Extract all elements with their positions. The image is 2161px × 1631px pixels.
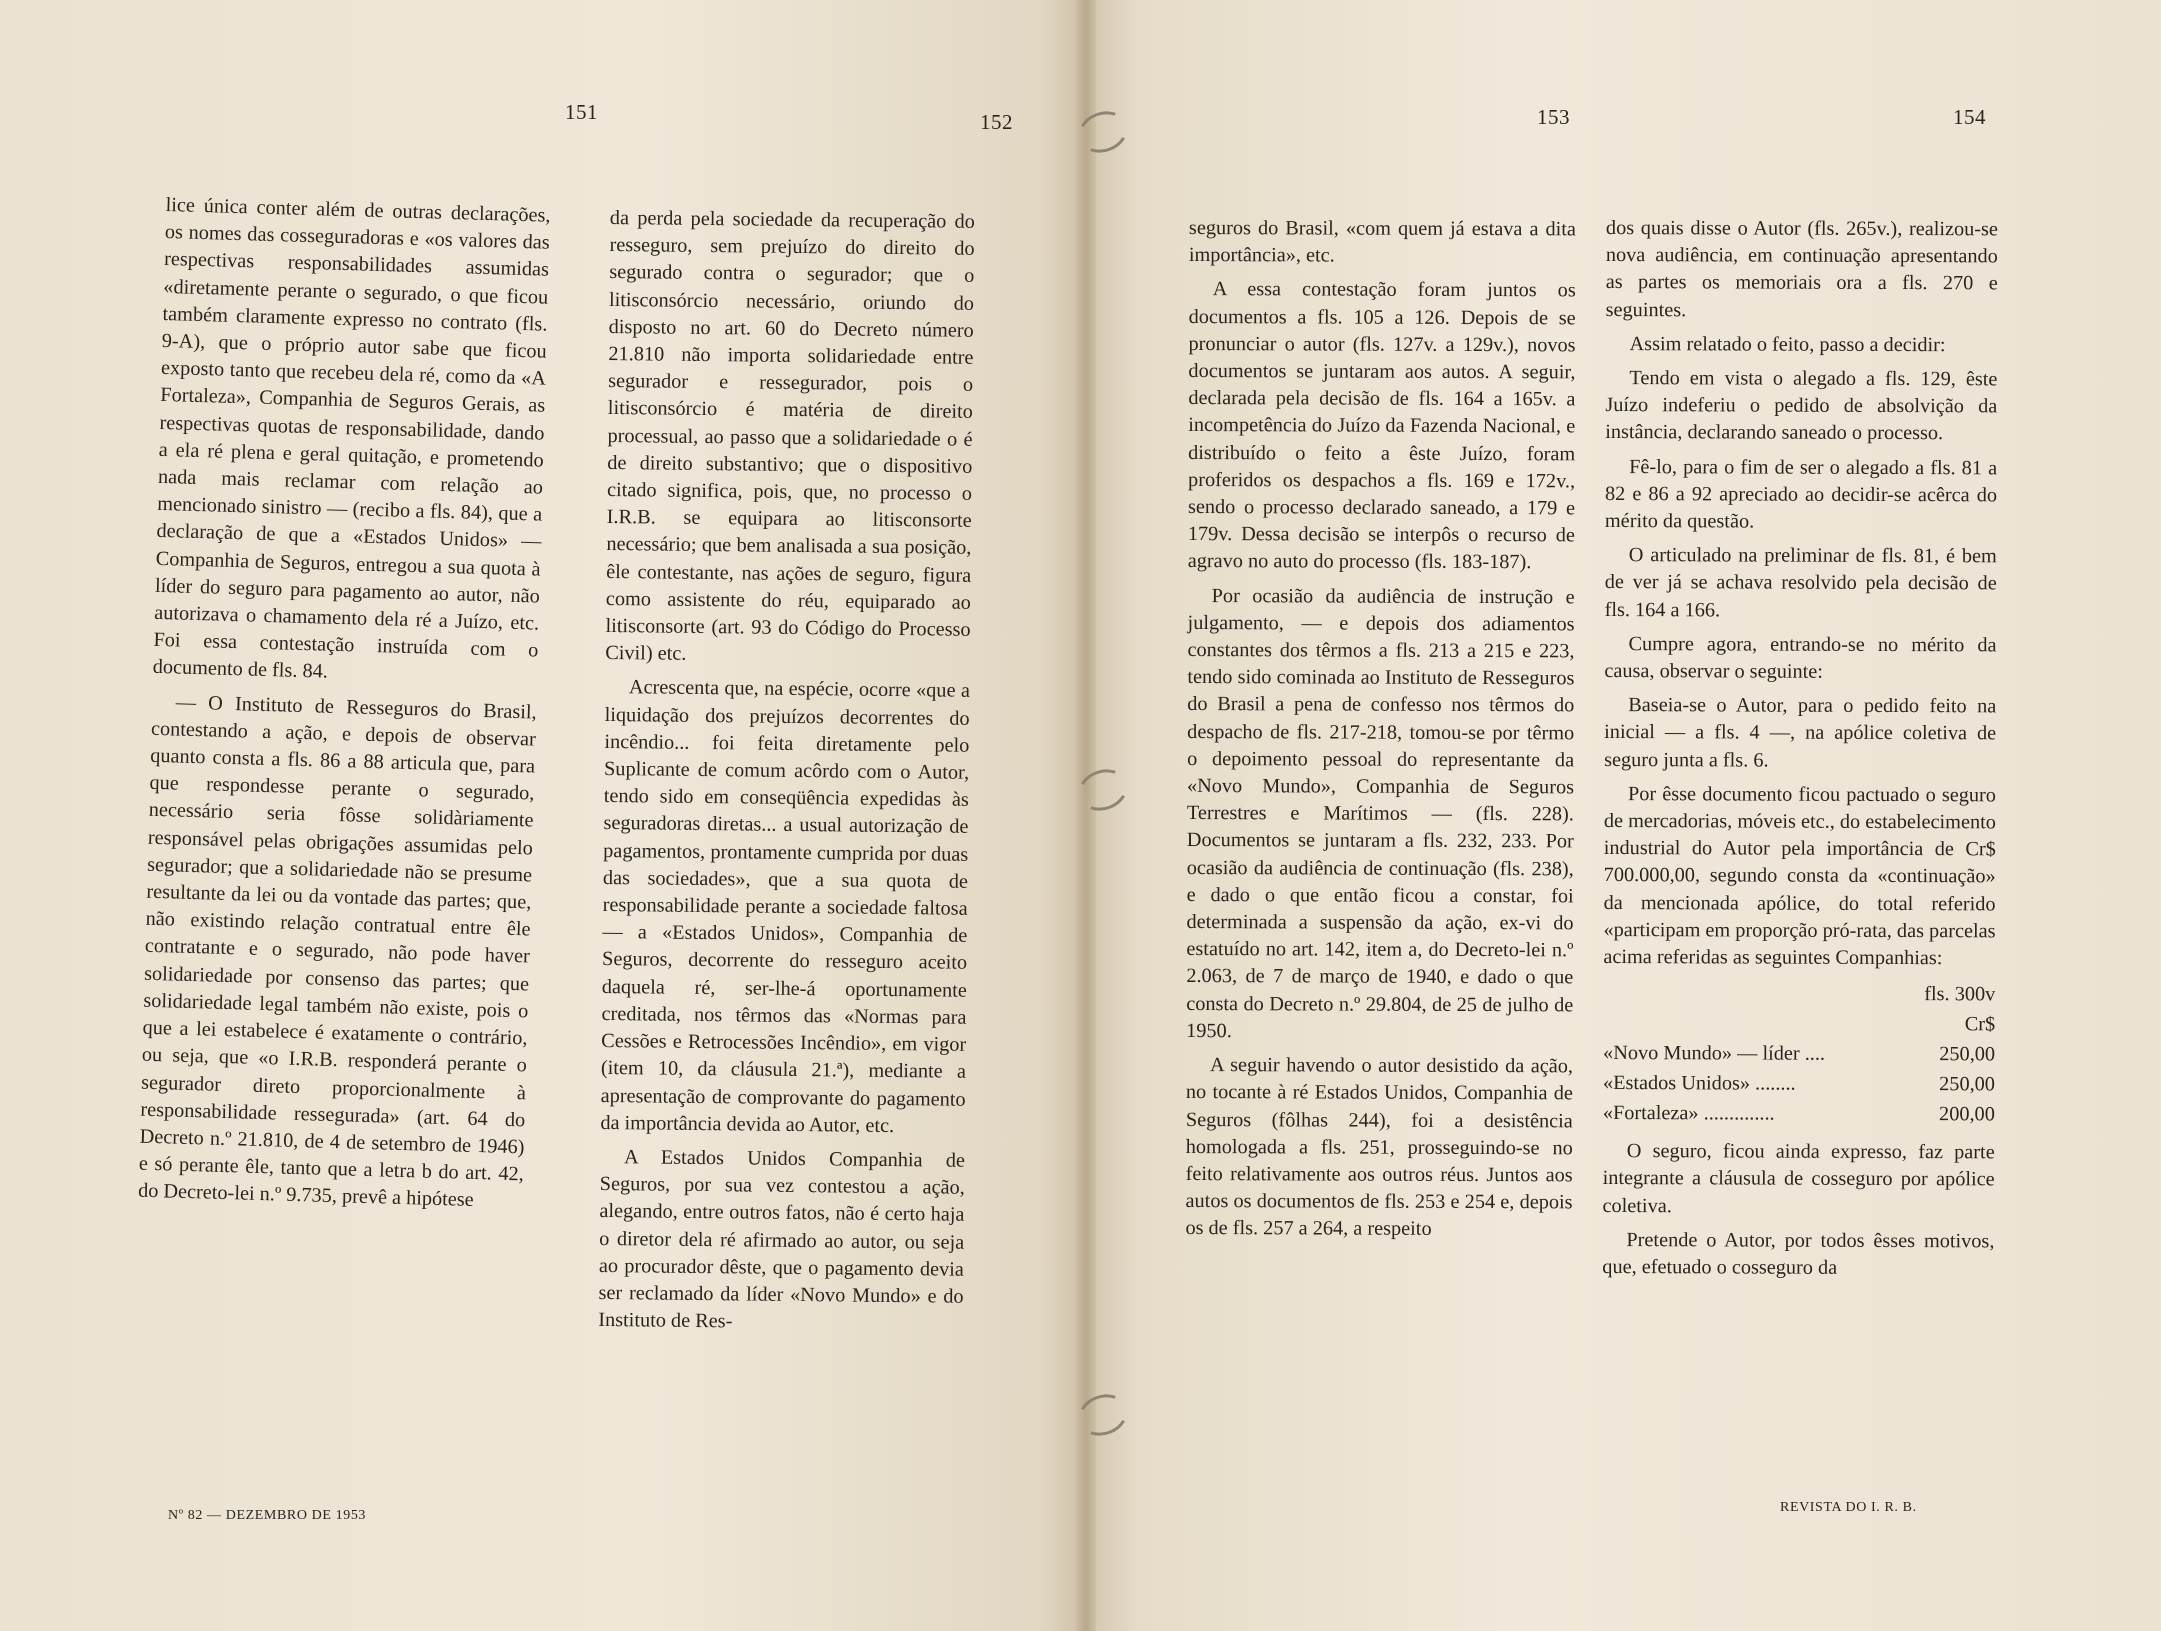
paragraph: — O Instituto de Resseguros do Brasil, contestando a ação, e depois de observar quanto consta a fls. 86 a 88 articula que, para que respondesse perante o segurado, necessário seria fôsse solidàriamente responsável pelas obrigações assumidas pelo segurador; que a solidariedade não se presume resultante da lei ou da vontade das partes; que, não existindo relação contratual entre êle contratante e o segurado, não pode haver solidariedade por consenso das partes; que solidariedade legal também não existe, pois o que a lei estabelece é exatamente o contrário, ou seja, que «o I.R.B. responderá perante o segurador direto proporcionalmente à responsabilidade ressegurada» (art. 64 do Decreto n.º 21.810, de 4 de setembro de 1946) e só perante êle, tanto que a letra b do art. 42, do Decreto-lei n.º 9.735, prevê a hipótese: [137, 691, 537, 1212]
paragraph: Baseia-se o Autor, para o pedido feito na inicial — a fls. 4 —, na apólice coletiva de seguro junta a fls. 6.: [1604, 694, 1997, 772]
column-page-152: [598, 205, 975, 1345]
paragraph: Fê-lo, para o fim de ser o alegado a fls. 81 a 82 e 86 a 92 apreciado ao decidir-se acêrca do mérito da questão.: [1604, 455, 1998, 533]
table-reference: fls. 300v: [1924, 983, 1996, 1006]
table-row: [1603, 1068, 1995, 1099]
paragraph: Assim relatado o feito, passo a decidir:: [1629, 332, 1946, 356]
column-page-153: [1185, 215, 1576, 1251]
paragraph: da perda pela sociedade da recuperação do resseguro, sem prejuízo do direito do segurado contra o segurador; que o litisconsórcio necessário, oriundo do disposto no art. 60 do Decreto número 21.810 não importa solidariedade entre segurador e ressegurador, pois o litisconsórcio é matéria de direito processual, ao passo que a solidariedade o é de direito substantivo; que o dispositivo citado significa, pois, que, no processo o I.R.B. se equipara ao litisconsorte necessário; que bem analisada a sua posição, êle contestante, nas ações de seguro, figura como assistente do réu, equiparado ao litisconsorte (art. 93 do Código do Processo Civil) etc.: [605, 206, 975, 666]
insurer-name: «Fortaleza» ..............: [1602, 1102, 1775, 1125]
paragraph: Por ocasião da audiência de instrução e julgamento, — e depois dos adiamentos constantes dos têrmos a fls. 213 a 215 e 223, tendo sido cominada ao Instituto de Resseguros do Brasil a pena de confesso nos têrmos do despacho de fls. 217-218, tomou-se por têrmo o depoimento pessoal do representante da «Novo Mundo», Companhia de Seguros Terrestres e Marítimos — (fls. 228). Documentos se juntaram a fls. 232, 233. Por ocasião da audiência de continuação (fls. 238), e dado o que então ficou a constar, foi determinada a suspensão da ação, ex-vi do estatuído no art. 142, item a, do Decreto-lei n.º 2.063, de 7 de março de 1940, e dado o que consta do Decreto n.º 29.804, de 25 de julho de 1950.: [1186, 584, 1575, 1043]
paragraph: A essa contestação foram juntos os documentos a fls. 105 a 126. Depois de se pronunciar o autor (fls. 127v. a 129v.), novos documentos se juntaram aos autos. A seguir, declarada pela decisão de fls. 164 a 165v. a incompetência do Juízo da Fazenda Nacional, e distribuído o feito a êste Juízo, foram proferidos os despachos a fls. 169 e 172v., sendo o processo declarado saneado, a 179 e 179v. Dessa decisão se interpôs o recurso de agravo no auto do processo (fls. 183-187).: [1187, 278, 1576, 574]
paragraph: dos quais disse o Autor (fls. 265v.), realizou-se nova audiência, em continuação apresentando as partes os memoriais ora a fls. 270 e seguintes.: [1605, 216, 1998, 321]
paragraph: O seguro, ficou ainda expresso, faz parte integrante a cláusula de cosseguro por apólice coletiva.: [1602, 1140, 1995, 1217]
page-number-152: 152: [980, 110, 1013, 134]
page-number-151: 151: [565, 100, 598, 124]
paragraph: Por êsse documento ficou pactuado o seguro de mercadorias, móveis etc., do estabelecimento industrial do Autor pela importância de Cr$ 700.000,00, segundo consta da «continuação» da mencionada apólice, do total referido «participam em proporção pró-rata, das parcelas acima referidas as seguintes Companhias:: [1603, 782, 1997, 970]
insurers-table: [1603, 978, 1996, 1129]
paragraph: Tendo em vista o alegado a fls. 129, êste Juízo indeferiu o pedido de absolvição da instância, declarando saneado o processo.: [1605, 367, 1998, 445]
page-number-154: 154: [1953, 105, 1986, 129]
footer-journal: REVISTA DO I. R. B.: [1780, 1500, 1917, 1515]
insurer-name: «Novo Mundo» — líder ....: [1603, 1042, 1826, 1066]
paragraph: A Estados Unidos Companhia de Seguros, por sua vez contestou a ação, alegando, entre outros fatos, não é certo haja o diretor dela ré afirmado ao autor, ou seja ao procurador dêste, que o pagamento devia ser reclamado da líder «Novo Mundo» e do Instituto de Res-: [598, 1146, 966, 1333]
paragraph: lice única conter além de outras declarações, os nomes das cosseguradoras e «os valores das respectivas responsabilidades assumidas «diretamente perante o segurado, o que ficou também claramente expresso no contrato (fls. 9-A), que o próprio autor sabe que ficou exposto tanto que recebeu dela ré, como da «A Fortaleza», Companhia de Seguros Gerais, as respectivas quotas de responsabilidade, dando a ela ré plena e geral quitação, e prometendo nada mais reclamar com relação ao mencionado sinistro — (recibo a fls. 84), que a declaração de que a «Estados Unidos» — Companhia de Seguros, entregou a sua quota à líder do seguro para pagamento ao autor, não autorizava o chamamento dela ré a Juízo, etc. Foi essa contestação instruída com o documento de fls. 84.: [152, 193, 551, 684]
column-page-154: [1602, 215, 1998, 1290]
book-gutter: [1076, 0, 1096, 1631]
page-number-153: 153: [1537, 105, 1570, 129]
insurer-value: 200,00: [1939, 1103, 1995, 1126]
table-row: [1603, 1038, 1995, 1069]
column-page-151: [138, 192, 551, 1223]
paragraph: Acrescenta que, na espécie, ocorre «que a liquidação dos prejuízos decorrentes do incêndio... foi feita diretamente pelo Suplicante de comum acôrdo com o Autor, tendo sido em conseqüência expedidas às seguradoras diretas... a usual autorização de pagamentos, prontamente cumprida por duas das sociedades», que a sua quota de responsabilidade perante a sociedade faltosa — a «Estados Unidos», Companhia de Seguros, decorrente do resseguro aceito daquela ré, ser-lhe-á oportunamente creditada, nos têrmos das «Normas para Cessões e Retrocessões Incêndio», em vigor (item 10, da cláusula 21.ª), mediante a apresentação de comprovante do pagamento da importância devida ao Autor, etc.: [600, 676, 971, 1137]
paragraph: seguros do Brasil, «com quem já estava a dita importância», etc.: [1188, 216, 1576, 267]
table-currency: Cr$: [1964, 1013, 1996, 1036]
insurer-value: 250,00: [1939, 1043, 1996, 1066]
table-row: [1603, 1098, 1995, 1129]
paragraph: A seguir havendo o autor desistido da ação, no tocante à ré Estados Unidos, Companhia de Seguros (fôlhas 244), foi a desistência homologada a fls. 251, prosseguindo-se no feito relativamente aos outros réus. Juntos aos autos os documentos de fls. 253 e 254 e, depois os de fls. 257 a 264, a respeito: [1185, 1054, 1574, 1241]
paragraph: Pretende o Autor, por todos êsses motivos, que, efetuado o cosseguro da: [1602, 1228, 1995, 1279]
paragraph: O articulado na preliminar de fls. 81, é bem de ver já se achava resolvido pela decisão de fls. 164 a 166.: [1604, 544, 1997, 622]
insurer-value: 250,00: [1939, 1073, 1996, 1096]
paragraph: Cumpre agora, entrando-se no mérito da causa, observar o seguinte:: [1604, 632, 1997, 683]
footer-issue: Nº 82 — DEZEMBRO DE 1953: [168, 1508, 367, 1523]
insurer-name: «Estados Unidos» ........: [1602, 1072, 1796, 1095]
